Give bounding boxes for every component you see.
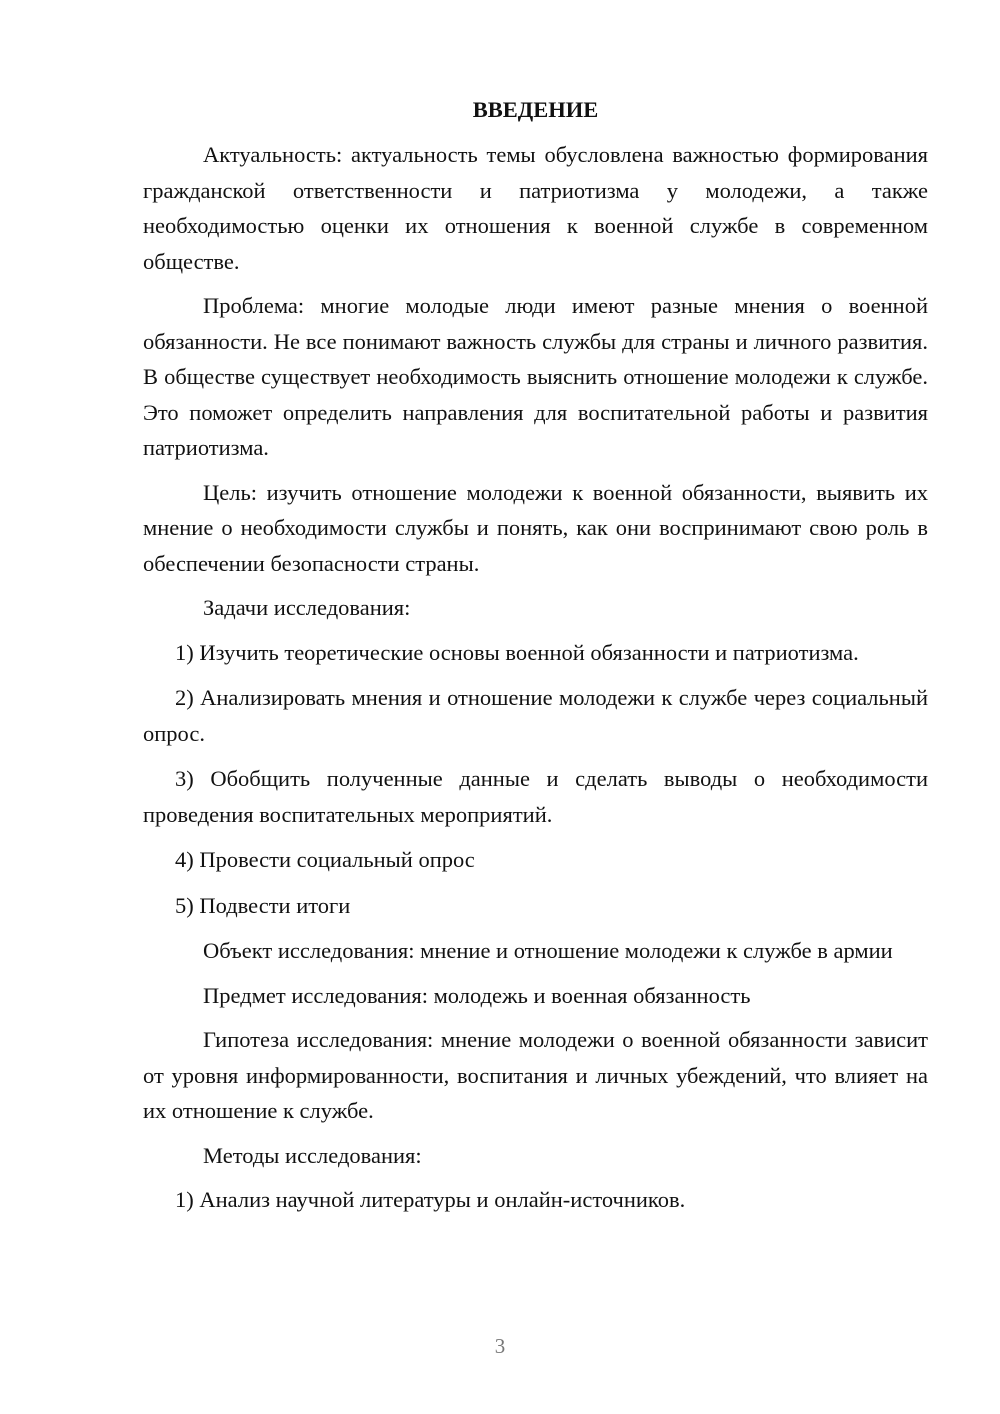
page-content [143,95,928,1228]
page-number: 3 [494,1334,506,1358]
task-item-2: 2) Анализировать мнения и отношение молодежи к службе через социальный опрос. [143,685,928,746]
task-item-5: 5) Подвести итоги [175,892,351,918]
subject-paragraph: Предмет исследования: молодежь и военная обязанность [203,982,751,1008]
section-title: ВВЕДЕНИЕ [472,97,599,122]
methods-heading: Методы исследования: [203,1142,422,1168]
goal-paragraph: Цель: изучить отношение молодежи к военной обязанности, выявить их мнение о необходимости службы и понять, как они воспринимают свою роль в обеспечении безопасности страны. [143,479,928,576]
task-item-1: 1) Изучить теоретические основы военной обязанности и патриотизма. [175,639,859,665]
hypothesis-paragraph: Гипотеза исследования: мнение молодежи о военной обязанности зависит от уровня информированности, воспитания и личных убеждений, что влияет на их отношение к службе. [143,1027,928,1123]
relevance-paragraph: Актуальность: актуальность темы обусловлена важностью формирования гражданской ответственности и патриотизма у молодежи, а также необходимостью оценки их отношения к военной службе в современном обществе. [143,142,928,274]
task-item-4: 4) Провести социальный опрос [175,847,475,872]
object-paragraph: Объект исследования: мнение и отношение молодежи к службе в армии [203,938,893,963]
problem-paragraph: Проблема: многие молодые люди имеют разные мнения о военной обязанности. Не все понимают важность службы для страны и личного развития. В обществе существует необходимость выяснить отношение молодежи к службе. Это поможет определить направления для воспитательной работы и развития патриотизма. [143,293,928,460]
tasks-heading: Задачи исследования: [203,595,411,620]
method-item-1: 1) Анализ научной литературы и онлайн-источников. [175,1187,686,1212]
task-item-3: 3) Обобщить полученные данные и сделать выводы о необходимости проведения воспитательных мероприятий. [143,766,928,827]
